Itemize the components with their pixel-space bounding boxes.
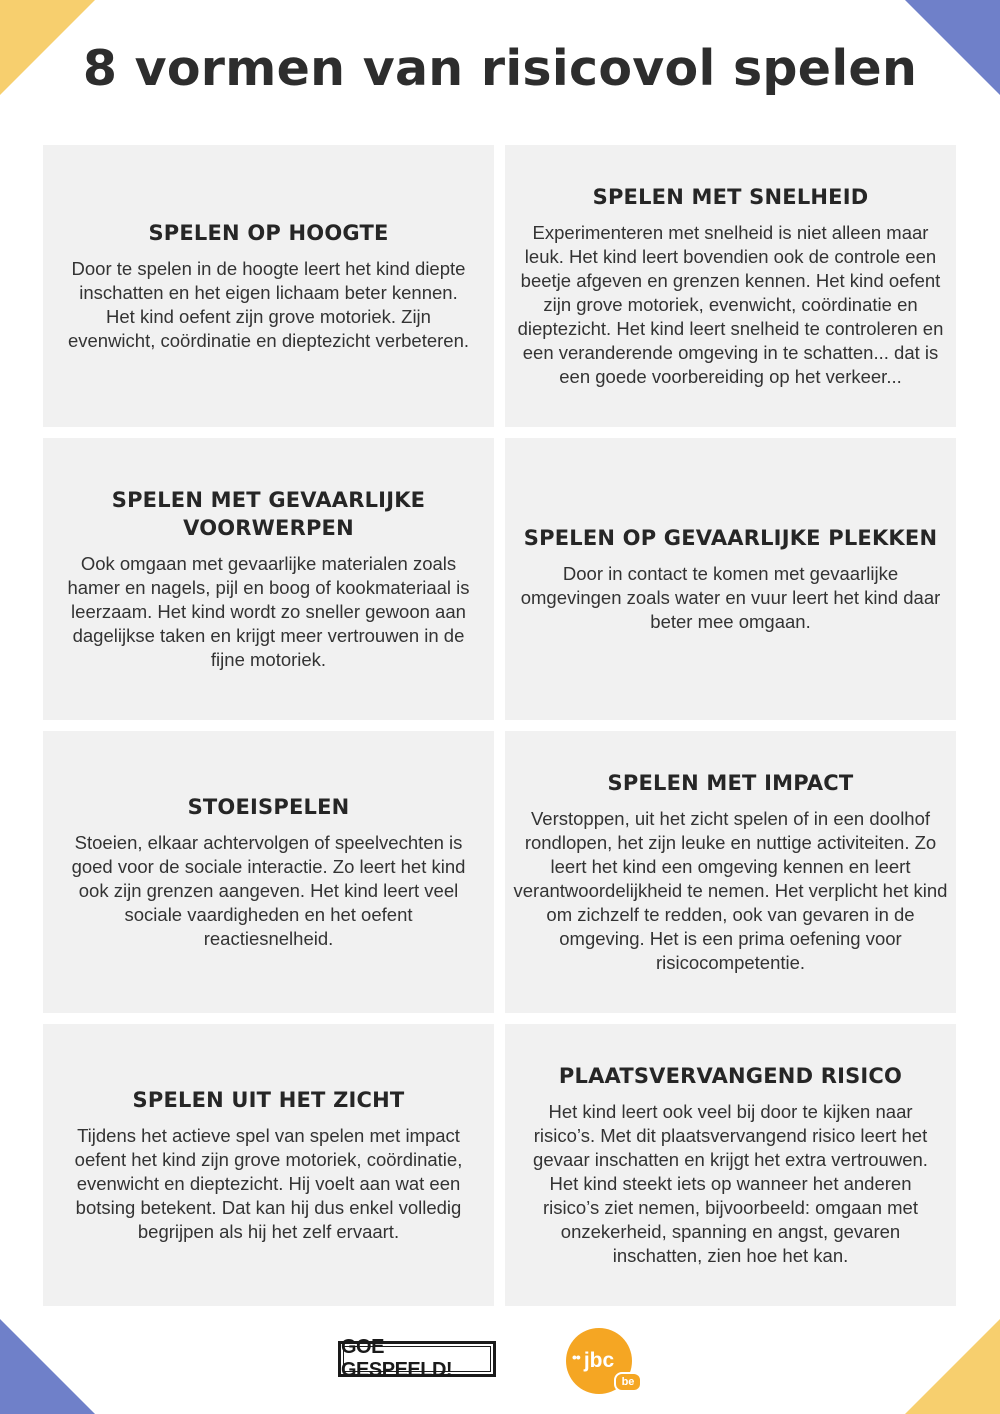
card-heading: STOEISPELEN [187,795,350,819]
card-text: Verstoppen, uit het zicht spelen of in een doolhof rondlopen, het zijn leuke en nuttige activiteiten. Zo leert het kind een omgeving kennen en leert verantwoordelijkheid te nemen. Het verplicht het kind om zichzelf te redden, ook van gevaren in de omgeving. Het is een prima oefening voor risicocompetentie. [513,808,948,973]
card-stoeispelen [43,731,494,1013]
goe-gespeeld-logo: GOE GESPEELD! [338,1341,496,1377]
card-plaatsvervangend-risico [505,1024,956,1306]
jbc-logo-dots: •• [572,1349,580,1365]
card-heading: SPELEN OP GEVAARLIJKE PLEKKEN [523,526,938,550]
card-text: Het kind leert ook veel bij door te kijken naar risico’s. Met dit plaatsvervangend risico leert het gevaar inschatten en krijgt het extra vertrouwen. Het kind steekt iets op wanneer het anderen risico’s ziet nemen, bijvoorbeeld: omgaan met onzekerheid, spanning en angst, gevaren inschatten, zien hoe het kan. [533,1101,928,1266]
card-spelen-uit-het-zicht [43,1024,494,1306]
jbc-logo-be-badge: be [614,1372,642,1392]
card-text: Stoeien, elkaar achtervolgen of speelvechten is goed voor de sociale interactie. Zo leert het kind ook zijn grenzen aangeven. Het kind leert veel sociale vaardigheden en het oefent reactiesnelheid. [71,832,466,949]
jbc-logo-text: jbc [583,1349,615,1372]
card-heading: SPELEN MET GEVAARLIJKE VOORWERPEN [111,488,426,540]
card-heading: SPELEN MET IMPACT [607,771,854,795]
card-spelen-met-snelheid [505,145,956,427]
card-spelen-op-hoogte [43,145,494,427]
decorative-corner-bottom-right [905,1319,1000,1414]
card-heading: PLAATSVERVANGEND RISICO [558,1064,903,1088]
card-heading: SPELEN OP HOOGTE [148,221,389,245]
page-title: 8 vormen van risicovol spelen [82,40,918,97]
card-text: Door in contact te komen met gevaarlijke omgevingen zoals water en vuur leert het kind daar beter mee omgaan. [520,563,941,632]
card-spelen-met-gevaarlijke-voorwerpen [43,438,494,720]
card-spelen-op-gevaarlijke-plekken [505,438,956,720]
card-text: Experimenteren met snelheid is niet alleen maar leuk. Het kind leert bovendien ook de controle een beetje afgeven en grenzen kennen. Het kind oefent zijn grove motoriek, evenwicht, coördinatie en dieptezicht. Het kind leert snelheid te controleren en een veranderende omgeving in te schatten... dat is een goede voorbereiding op het verkeer... [517,222,944,387]
card-spelen-met-impact [505,731,956,1013]
card-heading: SPELEN UIT HET ZICHT [132,1088,405,1112]
card-text: Ook omgaan met gevaarlijke materialen zoals hamer en nagels, pijl en boog of kookmateriaal is leerzaam. Het kind wordt zo sneller gewoon aan dagelijkse taken en krijgt meer vertrouwen in de fijne motoriek. [67,553,470,670]
card-heading: SPELEN MET SNELHEID [592,185,869,209]
decorative-corner-bottom-left [0,1319,95,1414]
card-text: Door te spelen in de hoogte leert het kind diepte inschatten en het eigen lichaam beter kennen. Het kind oefent zijn grove motoriek. Zijn evenwicht, coördinatie en dieptezicht verbeteren. [67,258,470,351]
card-text: Tijdens het actieve spel van spelen met impact oefent het kind zijn grove motoriek, coördinatie, evenwicht en dieptezicht. Hij voelt aan wat een botsing betekent. Dat kan hij dus enkel volledig begrijpen als hij het zelf ervaart. [74,1125,463,1242]
jbc-logo [566,1328,635,1394]
